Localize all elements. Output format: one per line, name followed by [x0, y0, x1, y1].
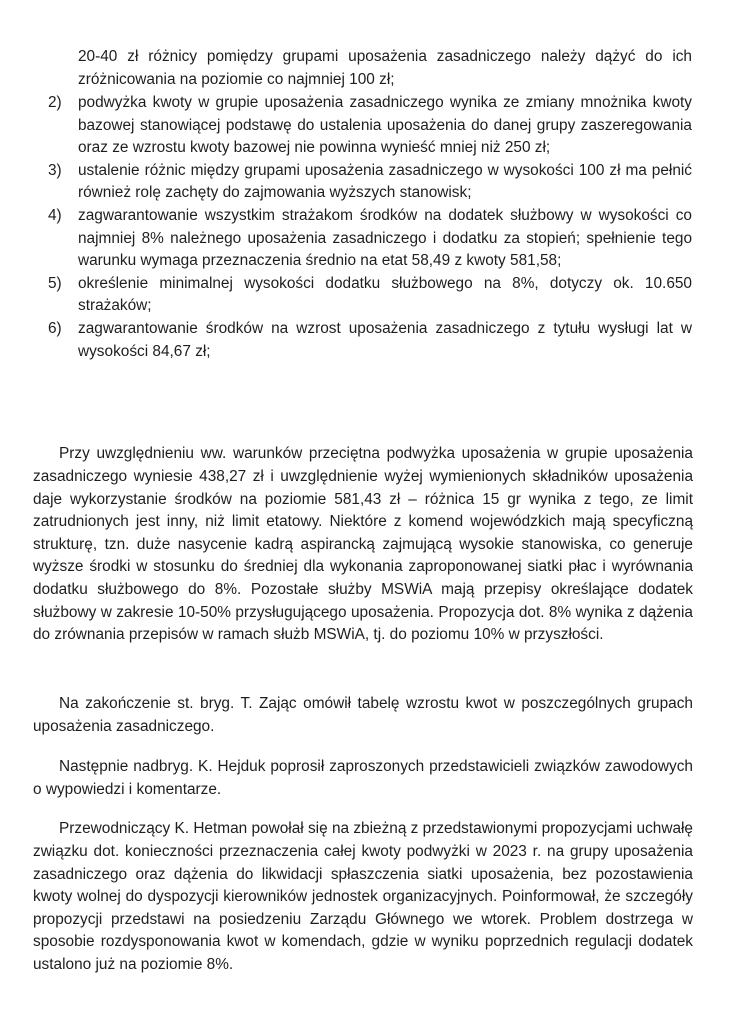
paragraph	[33, 443, 693, 646]
paragraph-text: Przy uwzględnieniu ww. warunków przeciętna podwyżka uposażenia w grupie uposażenia zasadniczego wyniesie 438,27 zł i uwzględnienie wyżej wymienionych składników uposażenia daje wykorzystanie środków na poziomie 581,43 zł – różnica 15 gr wynika z tego, ze limit zatrudnionych jest inny, niż limit etatowy. Niektóre z komend wojewódzkich mają specyficzną strukturę, tzn. duże nasycenie kadrą aspirancką zajmującą wysokie stanowiska, co generuje wyższe środki w stosunku do średniej dla wykonania zaproponowanej siatki płac i wyrównania dodatku służbowego do 8%. Pozostałe służby MSWiA mają przepisy określające dodatek służbowy w zakresie 10-50% przysługującego uposażenia. Propozycja dot. 8% wynika z dążenia do zrównania przepisów w ramach służb MSWiA, tj. do poziomu 10% w przyszłości.	[33, 445, 693, 644]
list-item-number: 6)	[48, 319, 62, 337]
paragraph	[33, 693, 693, 738]
list-item-continuation: 20-40 zł różnicy pomiędzy grupami uposażenia zasadniczego należy dążyć do ich zróżnicowania na poziomie co najmniej 100 zł;	[78, 48, 692, 88]
list-item-number: 4)	[48, 206, 62, 224]
paragraph-text: Przewodniczący K. Hetman powołał się na zbieżną z przedstawionymi propozycjami uchwałę związku dot. konieczności przeznaczenia całej kwoty podwyżki w 2023 r. na grupy uposażenia zasadniczego oraz dążenia do likwidacji spłaszczenia siatki uposażenia, bez pozostawienia kwoty wolnej do dyspozycji kierowników jednostek organizacyjnych. Poinformował, że szczegóły propozycji przedstawi na posiedzeniu Zarządu Głównego we wtorek. Problem dostrzega w sposobie rozdysponowania kwot w komendach, gdzie w wyniku poprzednich regulacji dodatek ustalono już na poziomie 8%.	[33, 820, 693, 973]
list-item-text: ustalenie różnic między grupami uposażenia zasadniczego w wysokości 100 zł ma pełnić również rolę zachęty do zajmowania wyższych stanowisk;	[78, 161, 692, 202]
list-item-text: określenie minimalnej wysokości dodatku służbowego na 8%, dotyczy ok. 10.650 strażaków;	[78, 274, 692, 315]
paragraph-text: Na zakończenie st. bryg. T. Zając omówił tabelę wzrostu kwot w poszczególnych grupach uposażenia zasadniczego.	[33, 695, 693, 735]
list-item-number: 3)	[48, 161, 62, 179]
list-item	[0, 205, 692, 273]
list-item-text: zagwarantowanie wszystkim strażakom środków na dodatek służbowy w wysokości co najmniej 8% należnego uposażenia zasadniczego i dodatku za stopień; spełnienie tego warunku wymaga przeznaczenia średnio na etat 58,49 z kwoty 581,58;	[78, 206, 692, 270]
list-item	[0, 92, 692, 160]
paragraph-text: Następnie nadbryg. K. Hejduk poprosił zaproszonych przedstawicieli związków zawodowych o wypowiedzi i komentarze.	[33, 758, 693, 798]
paragraph	[33, 756, 693, 801]
list-item-number: 2)	[48, 94, 62, 111]
paragraph	[33, 818, 693, 976]
list-item	[0, 160, 692, 205]
list-item	[0, 273, 692, 318]
list-item-number: 5)	[48, 274, 62, 292]
list-item	[0, 318, 692, 363]
list-item-text: zagwarantowanie środków na wzrost uposażenia zasadniczego z tytułu wysługi lat w wysokości 84,67 zł;	[78, 319, 692, 360]
numbered-list	[0, 92, 743, 363]
list-item-text: podwyżka kwoty w grupie uposażenia zasadniczego wynika ze zmiany mnożnika kwoty bazowej stanowiącej podstawę do ustalenia uposażenia do danej grupy zaszeregowania oraz ze wzrostu kwoty bazowej nie powinna wynieść mniej niż 250 zł;	[78, 94, 692, 157]
